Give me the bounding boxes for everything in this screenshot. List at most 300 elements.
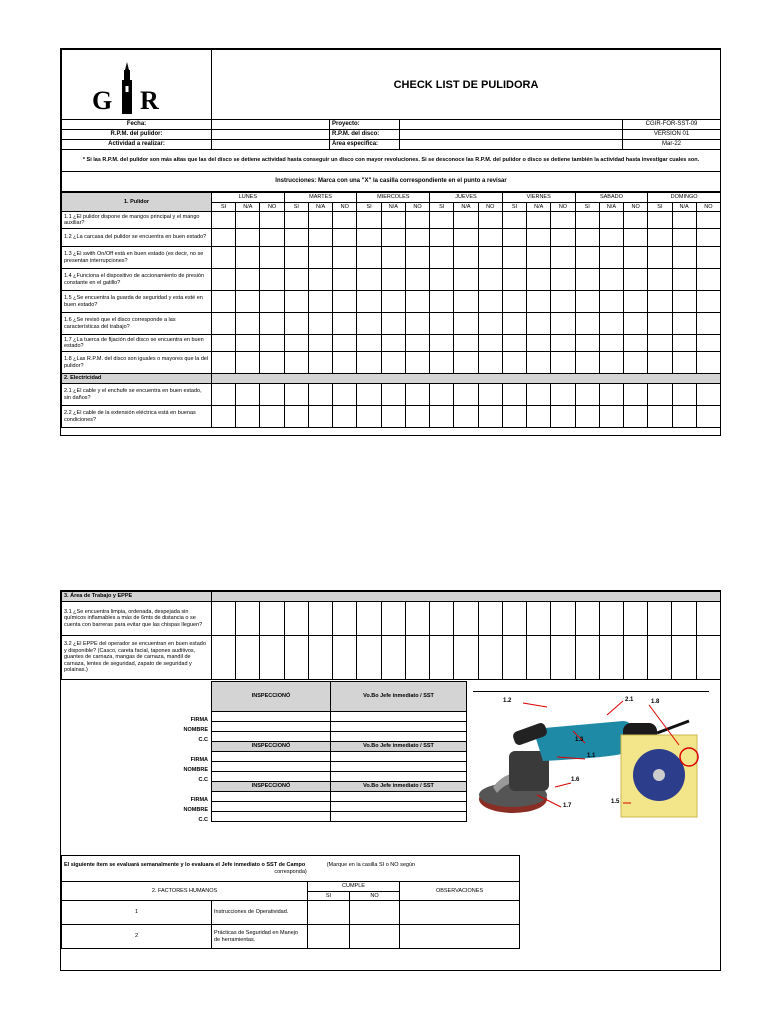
check-cell-sabado-na[interactable] [599, 335, 623, 352]
check-cell-lunes-no[interactable] [260, 269, 284, 291]
check-cell-domingo-na[interactable] [672, 352, 696, 374]
check-cell-domingo-si[interactable] [648, 352, 672, 374]
check-cell-miercoles-na[interactable] [381, 229, 405, 247]
check-cell-jueves-no[interactable] [478, 313, 502, 335]
check-cell-sabado-si[interactable] [575, 352, 599, 374]
check-cell-sabado-na[interactable] [599, 384, 623, 406]
check-cell-viernes-si[interactable] [502, 602, 526, 636]
check-cell-domingo-no[interactable] [696, 229, 720, 247]
check-cell-lunes-no[interactable] [260, 313, 284, 335]
check-cell-viernes-na[interactable] [527, 406, 551, 428]
check-cell-viernes-na[interactable] [527, 335, 551, 352]
check-cell-martes-si[interactable] [284, 229, 308, 247]
check-cell-domingo-no[interactable] [696, 247, 720, 269]
check-cell-domingo-na[interactable] [672, 313, 696, 335]
check-cell-miercoles-no[interactable] [405, 212, 429, 229]
check-cell-viernes-no[interactable] [551, 212, 575, 229]
check-cell-jueves-na[interactable] [454, 247, 478, 269]
check-cell-jueves-si[interactable] [430, 602, 454, 636]
factor-obs-cell[interactable] [400, 901, 520, 925]
check-cell-martes-na[interactable] [308, 602, 332, 636]
check-cell-domingo-no[interactable] [696, 291, 720, 313]
check-cell-martes-na[interactable] [308, 352, 332, 374]
weekly-note [62, 856, 520, 882]
check-cell-domingo-na[interactable] [672, 636, 696, 680]
check-cell-lunes-si[interactable] [212, 406, 236, 428]
check-cell-sabado-si[interactable] [575, 269, 599, 291]
factor-si-cell[interactable] [308, 901, 350, 925]
check-cell-viernes-no[interactable] [551, 352, 575, 374]
check-cell-martes-si[interactable] [284, 269, 308, 291]
check-cell-martes-si[interactable] [284, 384, 308, 406]
check-cell-martes-na[interactable] [308, 212, 332, 229]
logo-letter-r: R [140, 86, 159, 115]
check-cell-jueves-si[interactable] [430, 247, 454, 269]
check-cell-domingo-no[interactable] [696, 602, 720, 636]
check-cell-domingo-no[interactable] [696, 269, 720, 291]
rpm-pulidor-field[interactable] [212, 130, 330, 140]
check-cell-viernes-no[interactable] [551, 269, 575, 291]
signature-field-nombre-jefe[interactable] [331, 762, 467, 772]
check-cell-domingo-si[interactable] [648, 636, 672, 680]
check-cell-lunes-no[interactable] [260, 384, 284, 406]
signature-field-cc-inspector[interactable] [198, 812, 331, 823]
check-cell-martes-no[interactable] [333, 636, 357, 680]
check-cell-martes-no[interactable] [333, 247, 357, 269]
check-cell-martes-na[interactable] [308, 291, 332, 313]
check-cell-sabado-na[interactable] [599, 313, 623, 335]
checklist-item-text: 3.2 ¿El EPPE del operador se encuentran en buen estado y disponible? (Casco, careta facial, tapones auditivos, guantes de carnaza, mangas de carnaza, mandil de carnaza, lentes de seguridad, zapato de seguridad y polainas.) [62, 636, 212, 680]
check-cell-jueves-na[interactable] [454, 229, 478, 247]
check-cell-lunes-si[interactable] [212, 602, 236, 636]
rpm-disco-field[interactable] [400, 130, 623, 140]
check-cell-lunes-na[interactable] [236, 229, 260, 247]
check-cell-miercoles-si[interactable] [357, 247, 381, 269]
check-cell-lunes-na[interactable] [236, 384, 260, 406]
actividad-field[interactable] [212, 140, 330, 150]
check-cell-jueves-si[interactable] [430, 212, 454, 229]
check-cell-martes-na[interactable] [308, 335, 332, 352]
check-cell-viernes-na[interactable] [527, 229, 551, 247]
signature-field-firma-inspector[interactable] [190, 712, 331, 723]
inspecciono-header: INSPECCIONÓ [212, 782, 331, 792]
check-cell-domingo-na[interactable] [672, 291, 696, 313]
check-cell-martes-no[interactable] [333, 269, 357, 291]
check-cell-sabado-na[interactable] [599, 247, 623, 269]
check-cell-miercoles-na[interactable] [381, 313, 405, 335]
signature-field-nombre-inspector[interactable] [183, 762, 331, 773]
check-cell-martes-na[interactable] [308, 636, 332, 680]
check-cell-viernes-si[interactable] [502, 636, 526, 680]
check-cell-domingo-si[interactable] [648, 269, 672, 291]
check-cell-lunes-no[interactable] [260, 636, 284, 680]
check-cell-domingo-no[interactable] [696, 636, 720, 680]
area-field[interactable] [400, 140, 623, 150]
check-cell-miercoles-no[interactable] [405, 602, 429, 636]
check-cell-jueves-na[interactable] [454, 384, 478, 406]
check-cell-miercoles-si[interactable] [357, 212, 381, 229]
check-cell-jueves-no[interactable] [478, 406, 502, 428]
check-cell-jueves-na[interactable] [454, 212, 478, 229]
signature-field-nombre-inspector[interactable] [183, 802, 331, 813]
check-cell-lunes-si[interactable] [212, 229, 236, 247]
check-cell-miercoles-no[interactable] [405, 313, 429, 335]
check-cell-sabado-si[interactable] [575, 313, 599, 335]
check-cell-lunes-no[interactable] [260, 291, 284, 313]
check-cell-lunes-na[interactable] [236, 247, 260, 269]
check-cell-martes-si[interactable] [284, 406, 308, 428]
checklist-item-text: 1.2 ¿La carcasa del pulidor se encuentra en buen estado? [62, 229, 212, 247]
check-cell-miercoles-si[interactable] [357, 335, 381, 352]
signature-field-cc-inspector[interactable] [198, 732, 331, 743]
check-cell-miercoles-si[interactable] [357, 406, 381, 428]
check-cell-viernes-si[interactable] [502, 247, 526, 269]
check-cell-sabado-no[interactable] [624, 335, 648, 352]
check-cell-martes-na[interactable] [308, 269, 332, 291]
check-cell-sabado-si[interactable] [575, 212, 599, 229]
check-cell-miercoles-no[interactable] [405, 269, 429, 291]
check-cell-viernes-si[interactable] [502, 269, 526, 291]
check-cell-miercoles-na[interactable] [381, 602, 405, 636]
check-cell-miercoles-na[interactable] [381, 269, 405, 291]
check-cell-lunes-na[interactable] [236, 335, 260, 352]
check-cell-domingo-si[interactable] [648, 384, 672, 406]
check-cell-jueves-na[interactable] [454, 406, 478, 428]
check-cell-martes-na[interactable] [308, 313, 332, 335]
check-cell-sabado-no[interactable] [624, 384, 648, 406]
check-cell-domingo-si[interactable] [648, 406, 672, 428]
check-cell-domingo-na[interactable] [672, 406, 696, 428]
check-cell-jueves-no[interactable] [478, 636, 502, 680]
check-cell-domingo-si[interactable] [648, 335, 672, 352]
check-cell-sabado-no[interactable] [624, 212, 648, 229]
check-cell-lunes-no[interactable] [260, 247, 284, 269]
check-cell-martes-no[interactable] [333, 335, 357, 352]
signature-field-cc-jefe[interactable] [331, 732, 467, 742]
check-cell-sabado-no[interactable] [624, 229, 648, 247]
check-cell-sabado-na[interactable] [599, 229, 623, 247]
check-cell-viernes-si[interactable] [502, 291, 526, 313]
checklist-item-text: 1.4 ¿Funciona el dispositivo de accionamiento de presión constante en el gatillo? [62, 269, 212, 291]
signature-label-firma: FIRMA [190, 716, 208, 723]
check-cell-jueves-no[interactable] [478, 352, 502, 374]
check-cell-domingo-no[interactable] [696, 212, 720, 229]
section-title: 2. Electricidad [62, 374, 212, 384]
check-cell-viernes-no[interactable] [551, 291, 575, 313]
check-cell-miercoles-na[interactable] [381, 212, 405, 229]
check-cell-sabado-no[interactable] [623, 602, 647, 636]
check-cell-miercoles-si[interactable] [357, 602, 381, 636]
check-cell-martes-no[interactable] [333, 229, 357, 247]
check-cell-domingo-si[interactable] [648, 229, 672, 247]
check-cell-viernes-na[interactable] [527, 384, 551, 406]
check-cell-jueves-si[interactable] [430, 406, 454, 428]
check-cell-viernes-si[interactable] [502, 384, 526, 406]
check-cell-viernes-si[interactable] [502, 212, 526, 229]
checklist-row [62, 335, 721, 352]
check-cell-miercoles-na[interactable] [381, 636, 405, 680]
check-cell-lunes-si[interactable] [212, 352, 236, 374]
check-cell-sabado-no[interactable] [623, 636, 647, 680]
check-cell-sabado-si[interactable] [575, 247, 599, 269]
check-cell-viernes-si[interactable] [502, 313, 526, 335]
check-cell-martes-no[interactable] [333, 406, 357, 428]
check-cell-jueves-si[interactable] [430, 335, 454, 352]
check-cell-lunes-na[interactable] [236, 269, 260, 291]
checklist-row [62, 313, 721, 335]
check-cell-jueves-no[interactable] [478, 269, 502, 291]
check-cell-lunes-si[interactable] [212, 269, 236, 291]
check-cell-viernes-no[interactable] [551, 602, 575, 636]
check-cell-viernes-no[interactable] [551, 313, 575, 335]
check-cell-domingo-na[interactable] [672, 247, 696, 269]
check-cell-sabado-no[interactable] [624, 247, 648, 269]
factor-obs-cell[interactable] [400, 925, 520, 949]
check-cell-miercoles-no[interactable] [405, 406, 429, 428]
check-cell-miercoles-si[interactable] [357, 269, 381, 291]
check-cell-martes-no[interactable] [333, 291, 357, 313]
check-cell-domingo-no[interactable] [696, 352, 720, 374]
signature-field-nombre-inspector[interactable] [183, 722, 331, 733]
rpm-note: * Si las R.P.M. del pulidor son más altas que las del disco se detiene actividad hasta conseguir un disco con mayor revoluciones. Si se desconoce las R.P.M. del pulidor o disco se detiene también la actividad hasta investigar cuales son. [62, 150, 721, 172]
check-cell-jueves-no[interactable] [478, 291, 502, 313]
check-cell-miercoles-si[interactable] [357, 636, 381, 680]
check-cell-viernes-no[interactable] [551, 229, 575, 247]
check-cell-jueves-si[interactable] [430, 291, 454, 313]
check-cell-lunes-na[interactable] [236, 352, 260, 374]
check-cell-sabado-na[interactable] [599, 406, 623, 428]
check-cell-jueves-si[interactable] [430, 352, 454, 374]
check-cell-domingo-no[interactable] [696, 335, 720, 352]
check-cell-jueves-na[interactable] [454, 636, 478, 680]
check-cell-sabado-si[interactable] [575, 636, 599, 680]
signature-field-firma-jefe[interactable] [331, 712, 467, 722]
check-cell-domingo-na[interactable] [672, 602, 696, 636]
check-cell-lunes-no[interactable] [260, 229, 284, 247]
check-cell-sabado-si[interactable] [575, 602, 599, 636]
signature-field-firma-jefe[interactable] [331, 792, 467, 802]
check-cell-viernes-na[interactable] [527, 636, 551, 680]
check-cell-sabado-na[interactable] [599, 291, 623, 313]
check-cell-jueves-no[interactable] [478, 335, 502, 352]
check-cell-martes-si[interactable] [284, 313, 308, 335]
check-cell-viernes-no[interactable] [551, 335, 575, 352]
check-cell-jueves-si[interactable] [430, 384, 454, 406]
signature-field-firma-inspector[interactable] [190, 752, 331, 763]
check-cell-jueves-no[interactable] [478, 212, 502, 229]
check-cell-viernes-na[interactable] [527, 291, 551, 313]
signature-field-nombre-jefe[interactable] [331, 722, 467, 732]
check-cell-miercoles-no[interactable] [405, 636, 429, 680]
check-cell-miercoles-si[interactable] [357, 384, 381, 406]
check-cell-sabado-no[interactable] [624, 352, 648, 374]
check-cell-jueves-na[interactable] [454, 291, 478, 313]
check-cell-lunes-si[interactable] [212, 636, 236, 680]
check-cell-viernes-no[interactable] [551, 406, 575, 428]
check-cell-viernes-na[interactable] [527, 313, 551, 335]
check-cell-domingo-na[interactable] [672, 335, 696, 352]
signature-row-cc [212, 812, 467, 822]
check-cell-miercoles-si[interactable] [357, 352, 381, 374]
check-cell-jueves-no[interactable] [478, 247, 502, 269]
check-cell-lunes-no[interactable] [260, 212, 284, 229]
days-header-row [62, 193, 721, 203]
check-cell-viernes-na[interactable] [527, 212, 551, 229]
proyecto-field[interactable] [400, 120, 623, 130]
check-cell-domingo-na[interactable] [672, 269, 696, 291]
check-cell-miercoles-na[interactable] [381, 291, 405, 313]
check-cell-viernes-na[interactable] [527, 247, 551, 269]
check-cell-viernes-si[interactable] [502, 335, 526, 352]
check-cell-viernes-no[interactable] [551, 247, 575, 269]
check-cell-lunes-si[interactable] [212, 247, 236, 269]
check-cell-domingo-no[interactable] [696, 384, 720, 406]
check-cell-jueves-na[interactable] [454, 352, 478, 374]
check-cell-jueves-na[interactable] [454, 335, 478, 352]
check-cell-sabado-si[interactable] [575, 335, 599, 352]
signature-row-nombre [212, 722, 467, 732]
check-cell-jueves-na[interactable] [454, 313, 478, 335]
check-cell-lunes-si[interactable] [212, 212, 236, 229]
check-cell-miercoles-no[interactable] [405, 352, 429, 374]
check-cell-miercoles-si[interactable] [357, 229, 381, 247]
check-cell-sabado-no[interactable] [624, 406, 648, 428]
check-cell-miercoles-na[interactable] [381, 247, 405, 269]
signature-field-nombre-jefe[interactable] [331, 802, 467, 812]
check-cell-domingo-no[interactable] [696, 313, 720, 335]
check-cell-jueves-no[interactable] [478, 229, 502, 247]
check-cell-domingo-no[interactable] [696, 406, 720, 428]
check-cell-viernes-no[interactable] [551, 384, 575, 406]
check-cell-viernes-no[interactable] [551, 636, 575, 680]
check-cell-lunes-si[interactable] [212, 291, 236, 313]
check-cell-lunes-no[interactable] [260, 406, 284, 428]
check-cell-martes-no[interactable] [333, 212, 357, 229]
check-cell-martes-na[interactable] [308, 406, 332, 428]
fecha-field[interactable] [212, 120, 330, 130]
factor-no-cell[interactable] [350, 925, 400, 949]
check-cell-jueves-na[interactable] [454, 602, 478, 636]
check-cell-jueves-si[interactable] [430, 313, 454, 335]
check-cell-lunes-si[interactable] [212, 313, 236, 335]
check-cell-martes-na[interactable] [308, 247, 332, 269]
check-cell-miercoles-no[interactable] [405, 229, 429, 247]
check-cell-sabado-na[interactable] [599, 636, 623, 680]
check-cell-lunes-si[interactable] [212, 335, 236, 352]
check-cell-jueves-si[interactable] [430, 229, 454, 247]
check-cell-sabado-na[interactable] [599, 352, 623, 374]
check-cell-miercoles-no[interactable] [405, 335, 429, 352]
check-cell-domingo-na[interactable] [672, 384, 696, 406]
check-cell-miercoles-na[interactable] [381, 335, 405, 352]
check-cell-martes-si[interactable] [284, 636, 308, 680]
check-cell-jueves-no[interactable] [478, 602, 502, 636]
check-cell-martes-si[interactable] [284, 291, 308, 313]
check-cell-jueves-na[interactable] [454, 269, 478, 291]
check-cell-viernes-si[interactable] [502, 352, 526, 374]
check-cell-viernes-na[interactable] [527, 269, 551, 291]
check-cell-sabado-si[interactable] [575, 291, 599, 313]
check-cell-sabado-no[interactable] [624, 313, 648, 335]
check-cell-lunes-na[interactable] [236, 212, 260, 229]
check-cell-domingo-si[interactable] [648, 291, 672, 313]
check-cell-martes-si[interactable] [284, 212, 308, 229]
check-cell-viernes-si[interactable] [502, 229, 526, 247]
check-cell-sabado-si[interactable] [575, 384, 599, 406]
check-cell-domingo-na[interactable] [672, 212, 696, 229]
check-cell-miercoles-si[interactable] [357, 291, 381, 313]
check-cell-lunes-no[interactable] [260, 602, 284, 636]
check-cell-sabado-si[interactable] [575, 406, 599, 428]
signature-field-firma-jefe[interactable] [331, 752, 467, 762]
check-cell-martes-no[interactable] [333, 352, 357, 374]
check-cell-martes-si[interactable] [284, 602, 308, 636]
signature-field-firma-inspector[interactable] [190, 792, 331, 803]
factor-si-cell[interactable] [308, 925, 350, 949]
check-cell-martes-si[interactable] [284, 335, 308, 352]
check-cell-miercoles-na[interactable] [381, 384, 405, 406]
check-cell-miercoles-na[interactable] [381, 406, 405, 428]
check-cell-viernes-na[interactable] [527, 602, 551, 636]
check-cell-domingo-na[interactable] [672, 229, 696, 247]
check-cell-domingo-si[interactable] [648, 247, 672, 269]
check-cell-martes-na[interactable] [308, 229, 332, 247]
check-cell-miercoles-no[interactable] [405, 291, 429, 313]
check-cell-sabado-na[interactable] [599, 602, 623, 636]
check-cell-viernes-si[interactable] [502, 406, 526, 428]
check-cell-miercoles-na[interactable] [381, 352, 405, 374]
check-cell-viernes-na[interactable] [527, 352, 551, 374]
check-cell-domingo-si[interactable] [648, 313, 672, 335]
check-cell-sabado-na[interactable] [599, 212, 623, 229]
check-cell-domingo-si[interactable] [648, 212, 672, 229]
check-cell-sabado-si[interactable] [575, 229, 599, 247]
check-cell-lunes-na[interactable] [236, 291, 260, 313]
check-cell-martes-si[interactable] [284, 247, 308, 269]
signature-field-cc-inspector[interactable] [198, 772, 331, 783]
check-cell-lunes-si[interactable] [212, 384, 236, 406]
diagram-label: 1.5 [611, 799, 620, 805]
check-cell-martes-no[interactable] [333, 384, 357, 406]
logo-letter-g: G [92, 86, 113, 115]
signature-field-cc-jefe[interactable] [331, 772, 467, 782]
check-cell-lunes-na[interactable] [236, 313, 260, 335]
check-cell-lunes-no[interactable] [260, 352, 284, 374]
check-cell-jueves-si[interactable] [430, 269, 454, 291]
check-cell-miercoles-no[interactable] [405, 384, 429, 406]
check-cell-martes-si[interactable] [284, 352, 308, 374]
check-cell-miercoles-si[interactable] [357, 313, 381, 335]
check-cell-miercoles-no[interactable] [405, 247, 429, 269]
signature-label-nombre: NOMBRE [183, 806, 208, 813]
check-cell-martes-no[interactable] [333, 602, 357, 636]
check-cell-lunes-na[interactable] [236, 636, 260, 680]
check-cell-martes-no[interactable] [333, 313, 357, 335]
check-cell-domingo-si[interactable] [648, 602, 672, 636]
check-cell-jueves-si[interactable] [430, 636, 454, 680]
check-cell-lunes-no[interactable] [260, 335, 284, 352]
check-cell-sabado-na[interactable] [599, 269, 623, 291]
signature-field-cc-jefe[interactable] [331, 812, 467, 822]
check-cell-lunes-na[interactable] [236, 406, 260, 428]
check-cell-sabado-no[interactable] [624, 291, 648, 313]
check-cell-martes-na[interactable] [308, 384, 332, 406]
check-cell-jueves-no[interactable] [478, 384, 502, 406]
factor-no-cell[interactable] [350, 901, 400, 925]
diagram-label: 1.6 [571, 777, 580, 783]
check-cell-sabado-no[interactable] [624, 269, 648, 291]
check-cell-lunes-na[interactable] [236, 602, 260, 636]
